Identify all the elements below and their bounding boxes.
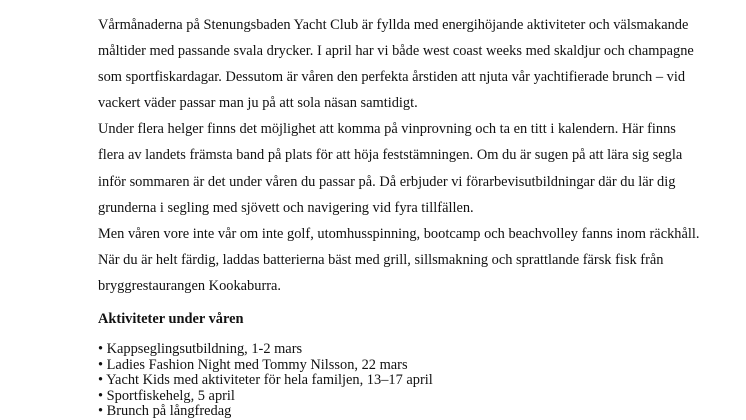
list-item: • Brunch på långfredag <box>98 403 232 420</box>
list-item: • Ladies Fashion Night med Tommy Nilsson, 22 mars <box>98 356 408 373</box>
text-line: bryggrestaurangen Kookaburra. <box>98 277 282 294</box>
text-line: Vårmånaderna på Stenungsbaden Yacht Club är fyllda med energihöjande aktiviteter och välsmakande <box>98 17 689 33</box>
text-line: inför sommaren är det under våren du passar på. Då erbjuder vi förarbevisutbildningar där du lär dig <box>98 173 676 190</box>
text-line: måltider med passande svala drycker. I april har vi både west coast weeks med skaldjur och champagne <box>98 43 694 60</box>
body-text <box>98 12 738 299</box>
text-line: vackert väder passar man ju på att sola näsan samtidigt. <box>98 95 418 112</box>
list-item: • Kappseglingsutbildning, 1-2 mars <box>98 341 303 357</box>
list-item: • Yacht Kids med aktiviteter för hela familjen, 13–17 april <box>98 372 433 389</box>
text-line: som sportfiskardagar. Dessutom är våren den perfekta årstiden att njuta vår yachtifierade brunch – vid <box>98 69 686 86</box>
activities-list <box>98 342 433 420</box>
text-line: Under flera helger finns det möjlighet att komma på vinprovning och ta en titt i kalendern. Här finns <box>98 121 676 138</box>
text-line: flera av landets främsta band på plats för att höja feststämningen. Om du är sugen på att lära sig segla <box>98 147 683 164</box>
text-line: När du är helt färdig, laddas batterierna bäst med grill, sillsmakning och sprattlande färsk fisk från <box>98 251 664 268</box>
list-item: • Sportfiskehelg, 5 april <box>98 387 235 404</box>
text-line: Men våren vore inte vår om inte golf, utomhusspinning, bootcamp och beachvolley fanns inom räckhåll. <box>98 225 700 242</box>
text-line: grunderna i segling med sjövett och navigering vid fyra tillfällen. <box>98 199 474 216</box>
activities-heading: Aktiviteter under våren <box>98 311 244 327</box>
